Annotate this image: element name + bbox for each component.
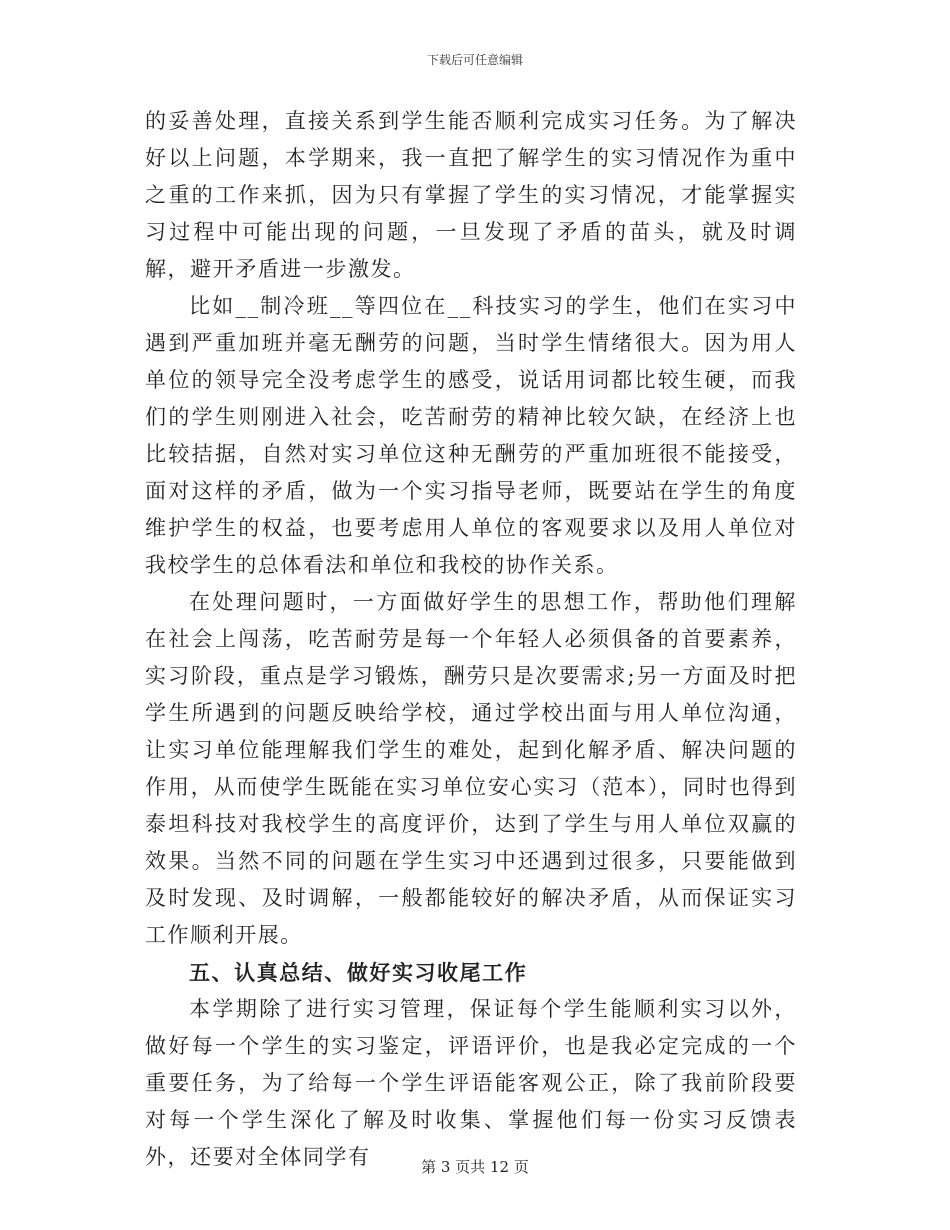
paragraph-section-five: 本学期除了进行实习管理，保证每个学生能顺利实习以外，做好每一个学生的实习鉴定，评语评价，也是我必定完成的一个重要任务，为了给每一个学生评语能客观公正，除了我前阶段要对每一个学生深化了解及时收集、掌握他们每一份实习反馈表外，还要对全体同学有: [145, 997, 797, 1169]
paragraph-example: 比如__制冷班__等四位在__科技实习的学生，他们在实习中遇到严重加班并毫无酬劳的问题，当时学生情绪很大。因为用人单位的领导完全没考虑学生的感受，说话用词都比较生硬，而我们的学生则刚进入社会，吃苦耐劳的精神比较欠缺，在经济上也比较拮据，自然对实习单位这种无酬劳的严重加班很不能接受，面对这样的矛盾，做为一个实习指导老师，既要站在学生的角度维护学生的权益，也要考虑用人单位的客观要求以及用人单位对我校学生的总体看法和单位和我校的协作关系。: [145, 294, 797, 577]
section-heading: 五、认真总结、做好实习收尾工作: [189, 960, 528, 985]
paragraph-handling: 在处理问题时，一方面做好学生的思想工作，帮助他们理解在社会上闯荡，吃苦耐劳是每一个年轻人必须俱备的首要素养，实习阶段，重点是学习锻炼，酬劳只是次要需求;另一方面及时把学生所遇到的问题反映给学校，通过学校出面与用人单位沟通，让实习单位能理解我们学生的难处，起到化解矛盾、解决问题的作用，从而使学生既能在实习单位安心实习（范本），同时也得到泰坦科技对我校学生的高度评价，达到了学生与用人单位双赢的效果。当然不同的问题在学生实习中还遇到过很多，只要能做到及时发现、及时调解，一般都能较好的解决矛盾，从而保证实习工作顺利开展。: [145, 590, 797, 947]
header-note: 下载后可任意编辑: [426, 53, 523, 67]
page-number: 第 3 页共 12 页: [421, 1158, 529, 1176]
paragraph-continued: 的妥善处理，直接关系到学生能否顺利完成实习任务。为了解决好以上问题，本学期来，我一直把了解学生的实习情况作为重中之重的工作来抓，因为只有掌握了学生的实习情况，才能掌握实习过程中可能出现的问题，一旦发现了矛盾的苗头，就及时调解，避开矛盾进一步激发。: [145, 109, 797, 281]
document-body: [145, 103, 797, 1176]
